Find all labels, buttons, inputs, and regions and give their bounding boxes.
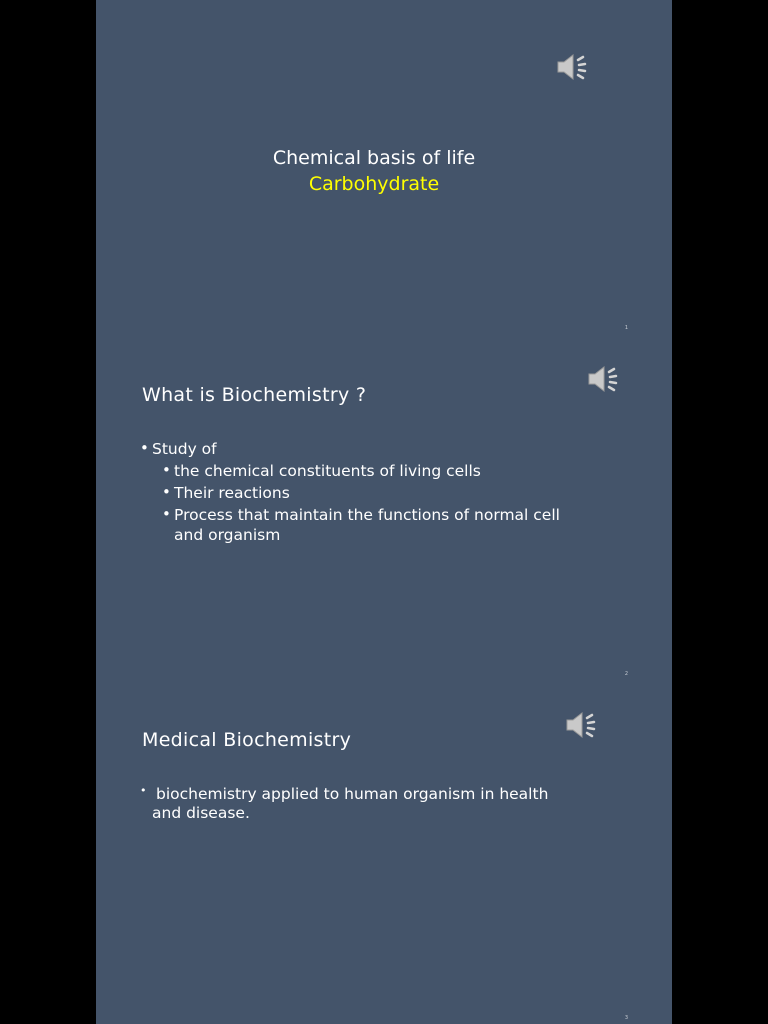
bullet-text: biochemistry applied to human organism in health xyxy=(156,785,549,803)
page-number: 1 xyxy=(624,325,628,331)
bullet-text: Study of xyxy=(152,440,217,458)
bullet-icon: • xyxy=(140,439,149,457)
bullet-icon: • xyxy=(162,505,171,523)
slide-3 xyxy=(96,690,672,1024)
speaker-icon[interactable] xyxy=(565,710,605,740)
bullet-icon: • xyxy=(140,784,147,797)
sub-bullet-text: Their reactions xyxy=(174,484,290,502)
slide-title: Chemical basis of life xyxy=(272,147,476,169)
bullet-text-continued: and disease. xyxy=(152,804,250,822)
document-viewer xyxy=(96,0,672,1024)
sub-bullet-text-continued: and organism xyxy=(174,526,281,544)
slide-heading: Medical Biochemistry xyxy=(142,729,352,751)
bullet-icon: • xyxy=(162,483,171,501)
page-number: 3 xyxy=(624,1015,628,1021)
speaker-icon[interactable] xyxy=(556,52,596,82)
page-number: 2 xyxy=(624,671,628,677)
slide-subtitle: Carbohydrate xyxy=(308,173,440,195)
sub-bullet-text: the chemical constituents of living cells xyxy=(174,462,481,480)
slide-1 xyxy=(96,0,672,345)
sub-bullet-text: Process that maintain the functions of normal cell xyxy=(174,506,560,524)
speaker-icon[interactable] xyxy=(587,364,627,394)
bullet-icon: • xyxy=(162,461,171,479)
slide-heading: What is Biochemistry ? xyxy=(142,384,367,406)
slide-2 xyxy=(96,345,672,690)
